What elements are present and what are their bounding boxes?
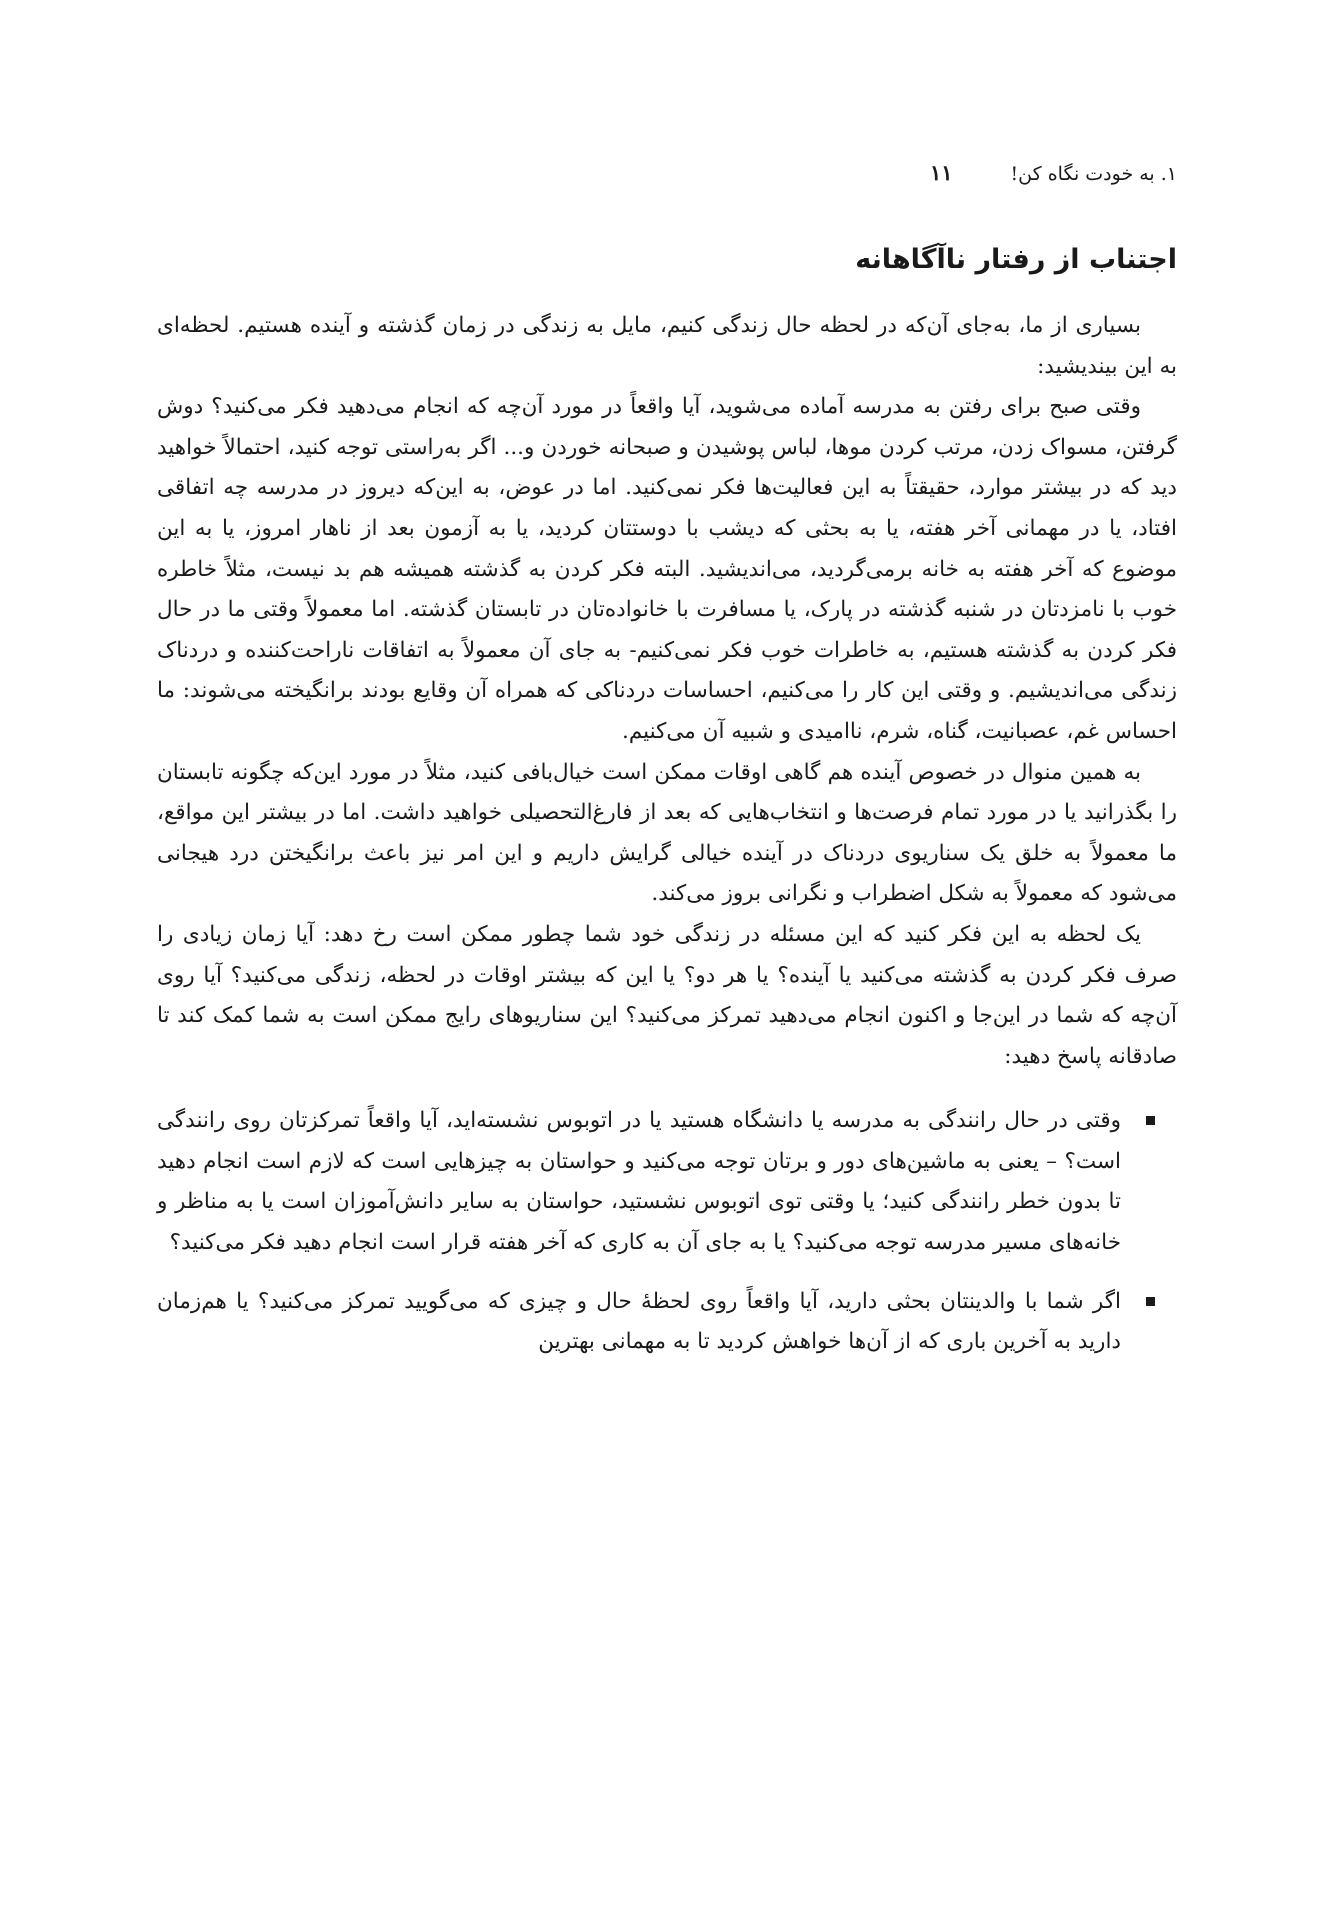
square-bullet-icon [1146, 1297, 1155, 1306]
running-header [930, 160, 1177, 185]
bullet-item [157, 1101, 1143, 1263]
section-title: اجتناب از رفتار ناآگاهانه [855, 244, 1177, 275]
paragraph: وقتی صبح برای رفتن به مدرسه آماده می‌شوید، آیا واقعاً در مورد آن‌چه که انجام می‌دهید فکر می‌کنید؟ دوش گرفتن، مسواک زدن، مرتب کردن موها، لباس پوشیدن و صبحانه خوردن و... اگر به‌راستی توجه کنید، احتمالاً خواهید دید که در بیشتر موارد، حقیقتاً به این فعالیت‌ها فکر نمی‌کنید. اما در عوض، به این‌که دیروز در مدرسه چه اتفاقی افتاد، یا در مهمانی آخر هفته، یا به بحثی که دیشب با دوستتان کردید، یا به آزمون بعد از ناهار امروز، یا به این موضوع که آخر هفته به خانه برمی‌گردید، می‌اندیشید. البته فکر کردن به گذشته همیشه هم بد نیست، مثلاً خاطره خوب با نامزدتان در شنبه گذشته در پارک، یا مسافرت با خانواده‌تان در تابستان گذشته. اما معمولاً وقتی ما در حال فکر کردن به گذشته هستیم، به خاطرات خوب فکر نمی‌کنیم- به جای آن معمولاً به اتفاقات ناراحت‌کننده و دردناک زندگی می‌اندیشیم. و وقتی این کار را می‌کنیم، احساسات دردناکی که همراه آن وقایع بودند برانگیخته می‌شوند: ما احساس غم، عصبانیت، گناه، شرم، ناامیدی و شبیه آن می‌کنیم. [157, 394, 1177, 744]
paragraph: یک لحظه به این فکر کنید که این مسئله در زندگی خود شما چطور ممکن است رخ دهد: آیا زمان زیادی را صرف فکر کردن به گذشته می‌کنید یا آینده؟ یا هر دو؟ یا این که بیشتر اوقات در لحظه، زندگی می‌کنید؟ آیا روی آن‌چه که شما در این‌جا و اکنون انجام می‌دهید تمرکز می‌کنید؟ این سناریوهای رایج ممکن است به شما کمک کند تا صادقانه پاسخ دهید: [157, 921, 1177, 1069]
bullet-item [157, 1282, 1143, 1363]
paragraph: به همین منوال در خصوص آینده هم گاهی اوقات ممکن است خیال‌بافی کنید، مثلاً در مورد این‌که چگونه تابستان را بگذرانید یا در مورد تمام فرصت‌ها و انتخاب‌هایی که بعد از فارغ‌التحصیلی خواهید داشت. اما در بیشتر این مواقع، ما معمولاً به خلق یک سناریوی دردناک در آینده خیالی گرایش داریم و این امر نیز باعث برانگیختن درد هیجانی می‌شود که معمولاً به شکل اضطراب و نگرانی بروز می‌کند. [157, 759, 1177, 907]
square-bullet-icon [1146, 1116, 1155, 1125]
bullet-text: وقتی در حال رانندگی به مدرسه یا دانشگاه هستید یا در اتوبوس نشسته‌اید، آیا واقعاً تمرکزتان روی رانندگی است؟ – یعنی به ماشین‌های دور و برتان توجه می‌کنید و حواستان به چیزهایی است که لازم است انجام دهید تا بدون خطر رانندگی کنید؛ یا وقتی توی اتوبوس نشستید، حواستان به سایر دانش‌آموزان است یا به مناظر و خانه‌های مسیر مدرسه توجه می‌کنید؟ یا به جای آن به کاری که آخر هفته قرار است انجام دهید فکر می‌کنید؟ [157, 1108, 1121, 1256]
body-text [157, 306, 1177, 1381]
bullet-text: اگر شما با والدینتان بحثی دارید، آیا واقعاً روی لحظهٔ حال و چیزی که می‌گویید تمرکز می‌کنید؟ یا هم‌زمان دارید به آخرین باری که از آن‌ها خواهش کردید تا به مهمانی بهترین [157, 1288, 1121, 1355]
page-number: ۱۱ [929, 160, 953, 185]
chapter-title: ۱. به خودت نگاه کن! [1010, 163, 1177, 185]
paragraph: بسیاری از ما، به‌جای آن‌که در لحظه حال زندگی کنیم، مایل به زندگی در زمان گذشته و آینده هستیم. لحظه‌ای به این بیندیشید: [157, 313, 1177, 379]
bullet-list [157, 1101, 1177, 1363]
